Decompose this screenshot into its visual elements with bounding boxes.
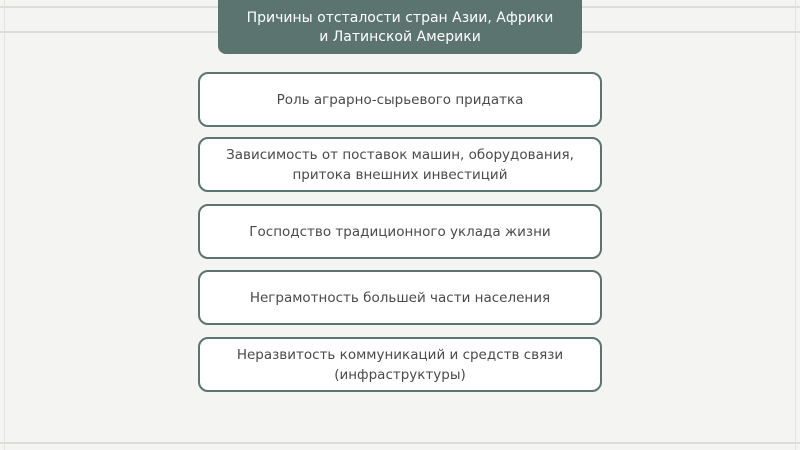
cause-box-agrarian-role xyxy=(198,72,602,127)
cause-box-infrastructure xyxy=(198,337,602,392)
cause-text-line-2: (инфраструктуры) xyxy=(334,366,466,383)
cause-box-dependency xyxy=(198,137,602,192)
cause-text: Роль аграрно-сырьевого придатка xyxy=(276,91,524,108)
cause-box-illiteracy xyxy=(198,270,602,325)
cause-box-traditional-way xyxy=(198,204,602,259)
diagram-title-line-1: Причины отсталости стран Азии, Африки xyxy=(246,9,554,26)
cause-text-line-1: Зависимость от поставок машин, оборудования, xyxy=(226,146,574,163)
cause-text: Неграмотность большей части населения xyxy=(249,289,551,306)
cause-text-line-2: притока внешних инвестиций xyxy=(292,166,508,183)
decor-line-right xyxy=(795,0,796,450)
cause-text-line-1: Неразвитость коммуникаций и средств связи xyxy=(236,346,564,363)
decor-line-left xyxy=(4,0,5,450)
cause-text: Господство традиционного уклада жизни xyxy=(249,223,551,240)
diagram-title xyxy=(218,0,582,54)
decor-stripe-bottom xyxy=(0,442,800,444)
diagram-title-line-2: и Латинской Америки xyxy=(319,28,481,45)
